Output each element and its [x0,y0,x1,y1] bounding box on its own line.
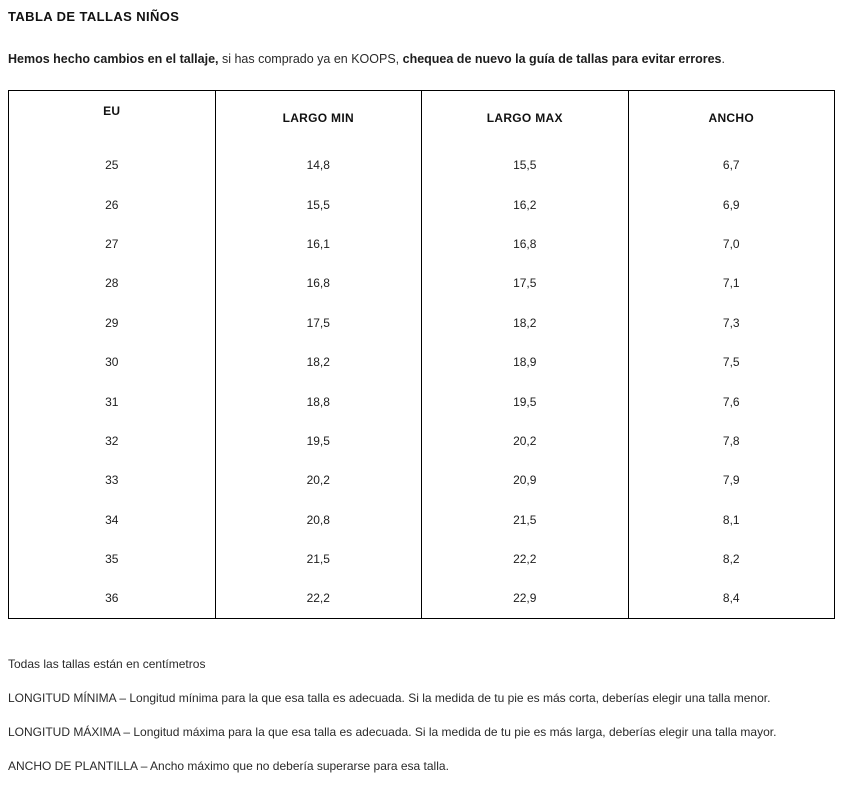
size-table-body [9,146,835,619]
table-cell: 19,5 [215,421,422,460]
table-row [9,342,835,381]
table-cell: 16,2 [422,185,629,224]
table-cell: 20,2 [422,421,629,460]
col-header-largo-min: LARGO MIN [215,91,422,146]
table-cell: 18,8 [215,382,422,421]
table-row [9,146,835,185]
intro-bold-2: chequea de nuevo la guía de tallas para evitar errores [402,52,722,66]
table-cell: 30 [105,355,119,370]
header-row [9,91,835,146]
table-row [9,264,835,303]
table-cell: 7,8 [628,421,835,460]
table-cell: 7,0 [628,224,835,263]
table-cell: 16,1 [215,224,422,263]
col-header-eu: EU [103,104,121,118]
col-header-largo-max: LARGO MAX [422,91,629,146]
table-cell: 18,2 [422,303,629,342]
intro-regular-1: si has comprado ya en KOOPS, [218,52,403,66]
table-cell: 16,8 [422,224,629,263]
table-row [9,461,835,500]
table-cell: 22,2 [215,579,422,618]
table-cell: 20,2 [215,461,422,500]
table-row [9,579,835,618]
table-cell: 15,5 [215,185,422,224]
col-header-ancho: ANCHO [628,91,835,146]
intro-bold-1: Hemos hecho cambios en el tallaje, [8,52,219,66]
table-cell: 8,4 [628,579,835,618]
table-cell: 6,7 [628,146,835,185]
table-cell: 14,8 [215,146,422,185]
table-cell: 25 [105,158,119,173]
table-cell: 34 [105,512,119,527]
table-cell: 17,5 [422,264,629,303]
size-table-head [9,91,835,146]
table-cell: 7,6 [628,382,835,421]
footnotes [8,657,835,773]
table-cell: 21,5 [215,539,422,578]
table-cell: 32 [105,433,119,448]
table-cell: 20,9 [422,461,629,500]
size-table [8,90,835,619]
table-row [9,500,835,539]
table-cell: 36 [105,591,119,606]
table-row [9,303,835,342]
table-cell: 28 [105,276,119,291]
table-cell: 7,5 [628,342,835,381]
table-cell: 7,3 [628,303,835,342]
note-ancho-plantilla: ANCHO DE PLANTILLA – Ancho máximo que no debería superarse para esa talla. [8,758,449,773]
intro-regular-2: . [721,52,725,66]
table-cell: 18,9 [422,342,629,381]
intro-text [8,52,835,67]
table-cell: 8,1 [628,500,835,539]
table-cell: 26 [105,197,119,212]
note-longitud-minima: LONGITUD MÍNIMA – Longitud mínima para la que esa talla es adecuada. Si la medida de tu pie es más corta, deberías elegir una talla menor. [8,690,771,705]
table-cell: 15,5 [422,146,629,185]
table-cell: 20,8 [215,500,422,539]
table-cell: 27 [105,236,119,251]
note-longitud-maxima: LONGITUD MÁXIMA – Longitud máxima para la que esa talla es adecuada. Si la medida de tu pie es más larga, deberías elegir una talla mayor. [8,724,777,739]
table-cell: 8,2 [628,539,835,578]
table-row [9,185,835,224]
table-cell: 33 [105,473,119,488]
table-cell: 6,9 [628,185,835,224]
table-cell: 7,9 [628,461,835,500]
table-cell: 35 [105,552,119,567]
table-row [9,224,835,263]
table-cell: 18,2 [215,342,422,381]
page-title: TABLA DE TALLAS NIÑOS [8,9,180,24]
table-cell: 22,2 [422,539,629,578]
table-cell: 31 [105,394,119,409]
table-cell: 16,8 [215,264,422,303]
table-row [9,382,835,421]
table-cell: 17,5 [215,303,422,342]
table-cell: 7,1 [628,264,835,303]
table-cell: 29 [105,315,119,330]
note-units: Todas las tallas están en centímetros [8,656,206,671]
table-cell: 19,5 [422,382,629,421]
table-cell: 22,9 [422,579,629,618]
table-row [9,539,835,578]
table-cell: 21,5 [422,500,629,539]
table-row [9,421,835,460]
